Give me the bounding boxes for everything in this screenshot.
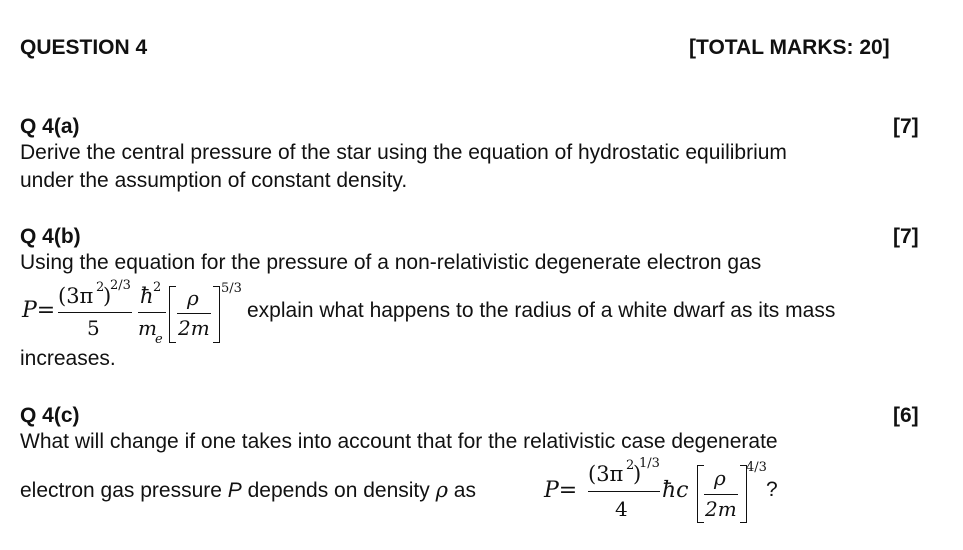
q4c-eq-lhs: P= <box>544 478 578 503</box>
q4a-text-line2: under the assumption of constant density. <box>20 169 408 192</box>
q4c-marks: [6] <box>893 404 919 427</box>
q4c-eq-hbarc: ħc <box>662 478 689 503</box>
q4b-marks: [7] <box>893 225 919 248</box>
q4c-eq-num-base: (3π <box>588 462 624 486</box>
q4c-eq-num-exp: 1/3 <box>639 456 660 471</box>
q4c-eq-two-m: 2m <box>705 497 737 521</box>
q4a-marks: [7] <box>893 115 919 138</box>
question-title: QUESTION 4 <box>20 36 148 59</box>
q4c-text-c: as <box>447 479 476 502</box>
q4c-eq-rho-bar <box>704 494 738 495</box>
q4a-label: Q 4(a) <box>20 115 80 138</box>
q4b-eq-hbar: ħ <box>140 284 154 308</box>
q4b-eq-left-bracket <box>169 286 176 343</box>
q4c-text-line1: What will change if one takes into account that for the relativistic case degenerate <box>20 430 778 453</box>
q4b-eq-den: 5 <box>87 316 100 340</box>
q4c-eq-exp: 4/3 <box>746 460 767 475</box>
q4c-text-rho: ρ <box>435 478 448 502</box>
q4b-eq-exp: 5/3 <box>221 281 242 296</box>
q4c-text-p: P <box>227 479 242 502</box>
q4b-eq-num-exp: 2/3 <box>110 278 131 293</box>
q4c-text-a: electron gas pressure <box>20 479 228 502</box>
q4a-text-line1: Derive the central pressure of the star using the equation of hydrostatic equilibrium <box>20 141 787 164</box>
q4b-eq-me: m <box>138 316 157 340</box>
q4b-eq-lhs: P= <box>22 298 56 323</box>
q4b-eq-two-m: 2m <box>178 316 210 340</box>
q4b-eq-num-base: (3π <box>58 284 94 308</box>
q4b-eq-num-close: ) <box>103 284 112 308</box>
q4b-eq-hbar-exp: 2 <box>153 280 162 295</box>
q4c-eq-left-bracket <box>697 465 704 523</box>
q4c-question-mark: ? <box>766 478 778 501</box>
q4b-eq-me-sub: e <box>155 332 163 347</box>
q4b-text-line3: increases. <box>20 347 116 370</box>
q4c-text-b: depends on density <box>241 479 436 502</box>
q4b-label: Q 4(b) <box>20 225 81 248</box>
total-marks: [TOTAL MARKS: 20] <box>689 36 890 59</box>
q4c-eq-rho: ρ <box>714 466 726 490</box>
q4c-eq-den: 4 <box>615 497 628 521</box>
q4b-eq-fraction-bar <box>58 312 132 313</box>
q4c-eq-fraction-bar <box>588 491 660 492</box>
q4b-eq-hbar-bar <box>138 312 166 313</box>
q4c-eq-num-sq: 2 <box>626 458 635 473</box>
q4c-eq-num-close: ) <box>633 462 642 486</box>
q4b-eq-num-sq: 2 <box>96 280 105 295</box>
q4b-eq-rho-bar <box>177 313 211 314</box>
q4c-label: Q 4(c) <box>20 404 80 427</box>
q4b-text-line2: explain what happens to the radius of a white dwarf as its mass <box>247 299 836 322</box>
q4c-text-line2 <box>20 476 476 505</box>
q4b-eq-right-bracket <box>213 286 220 343</box>
q4b-text-line1: Using the equation for the pressure of a non-relativistic degenerate electron gas <box>20 251 762 274</box>
q4b-eq-rho: ρ <box>187 286 199 310</box>
